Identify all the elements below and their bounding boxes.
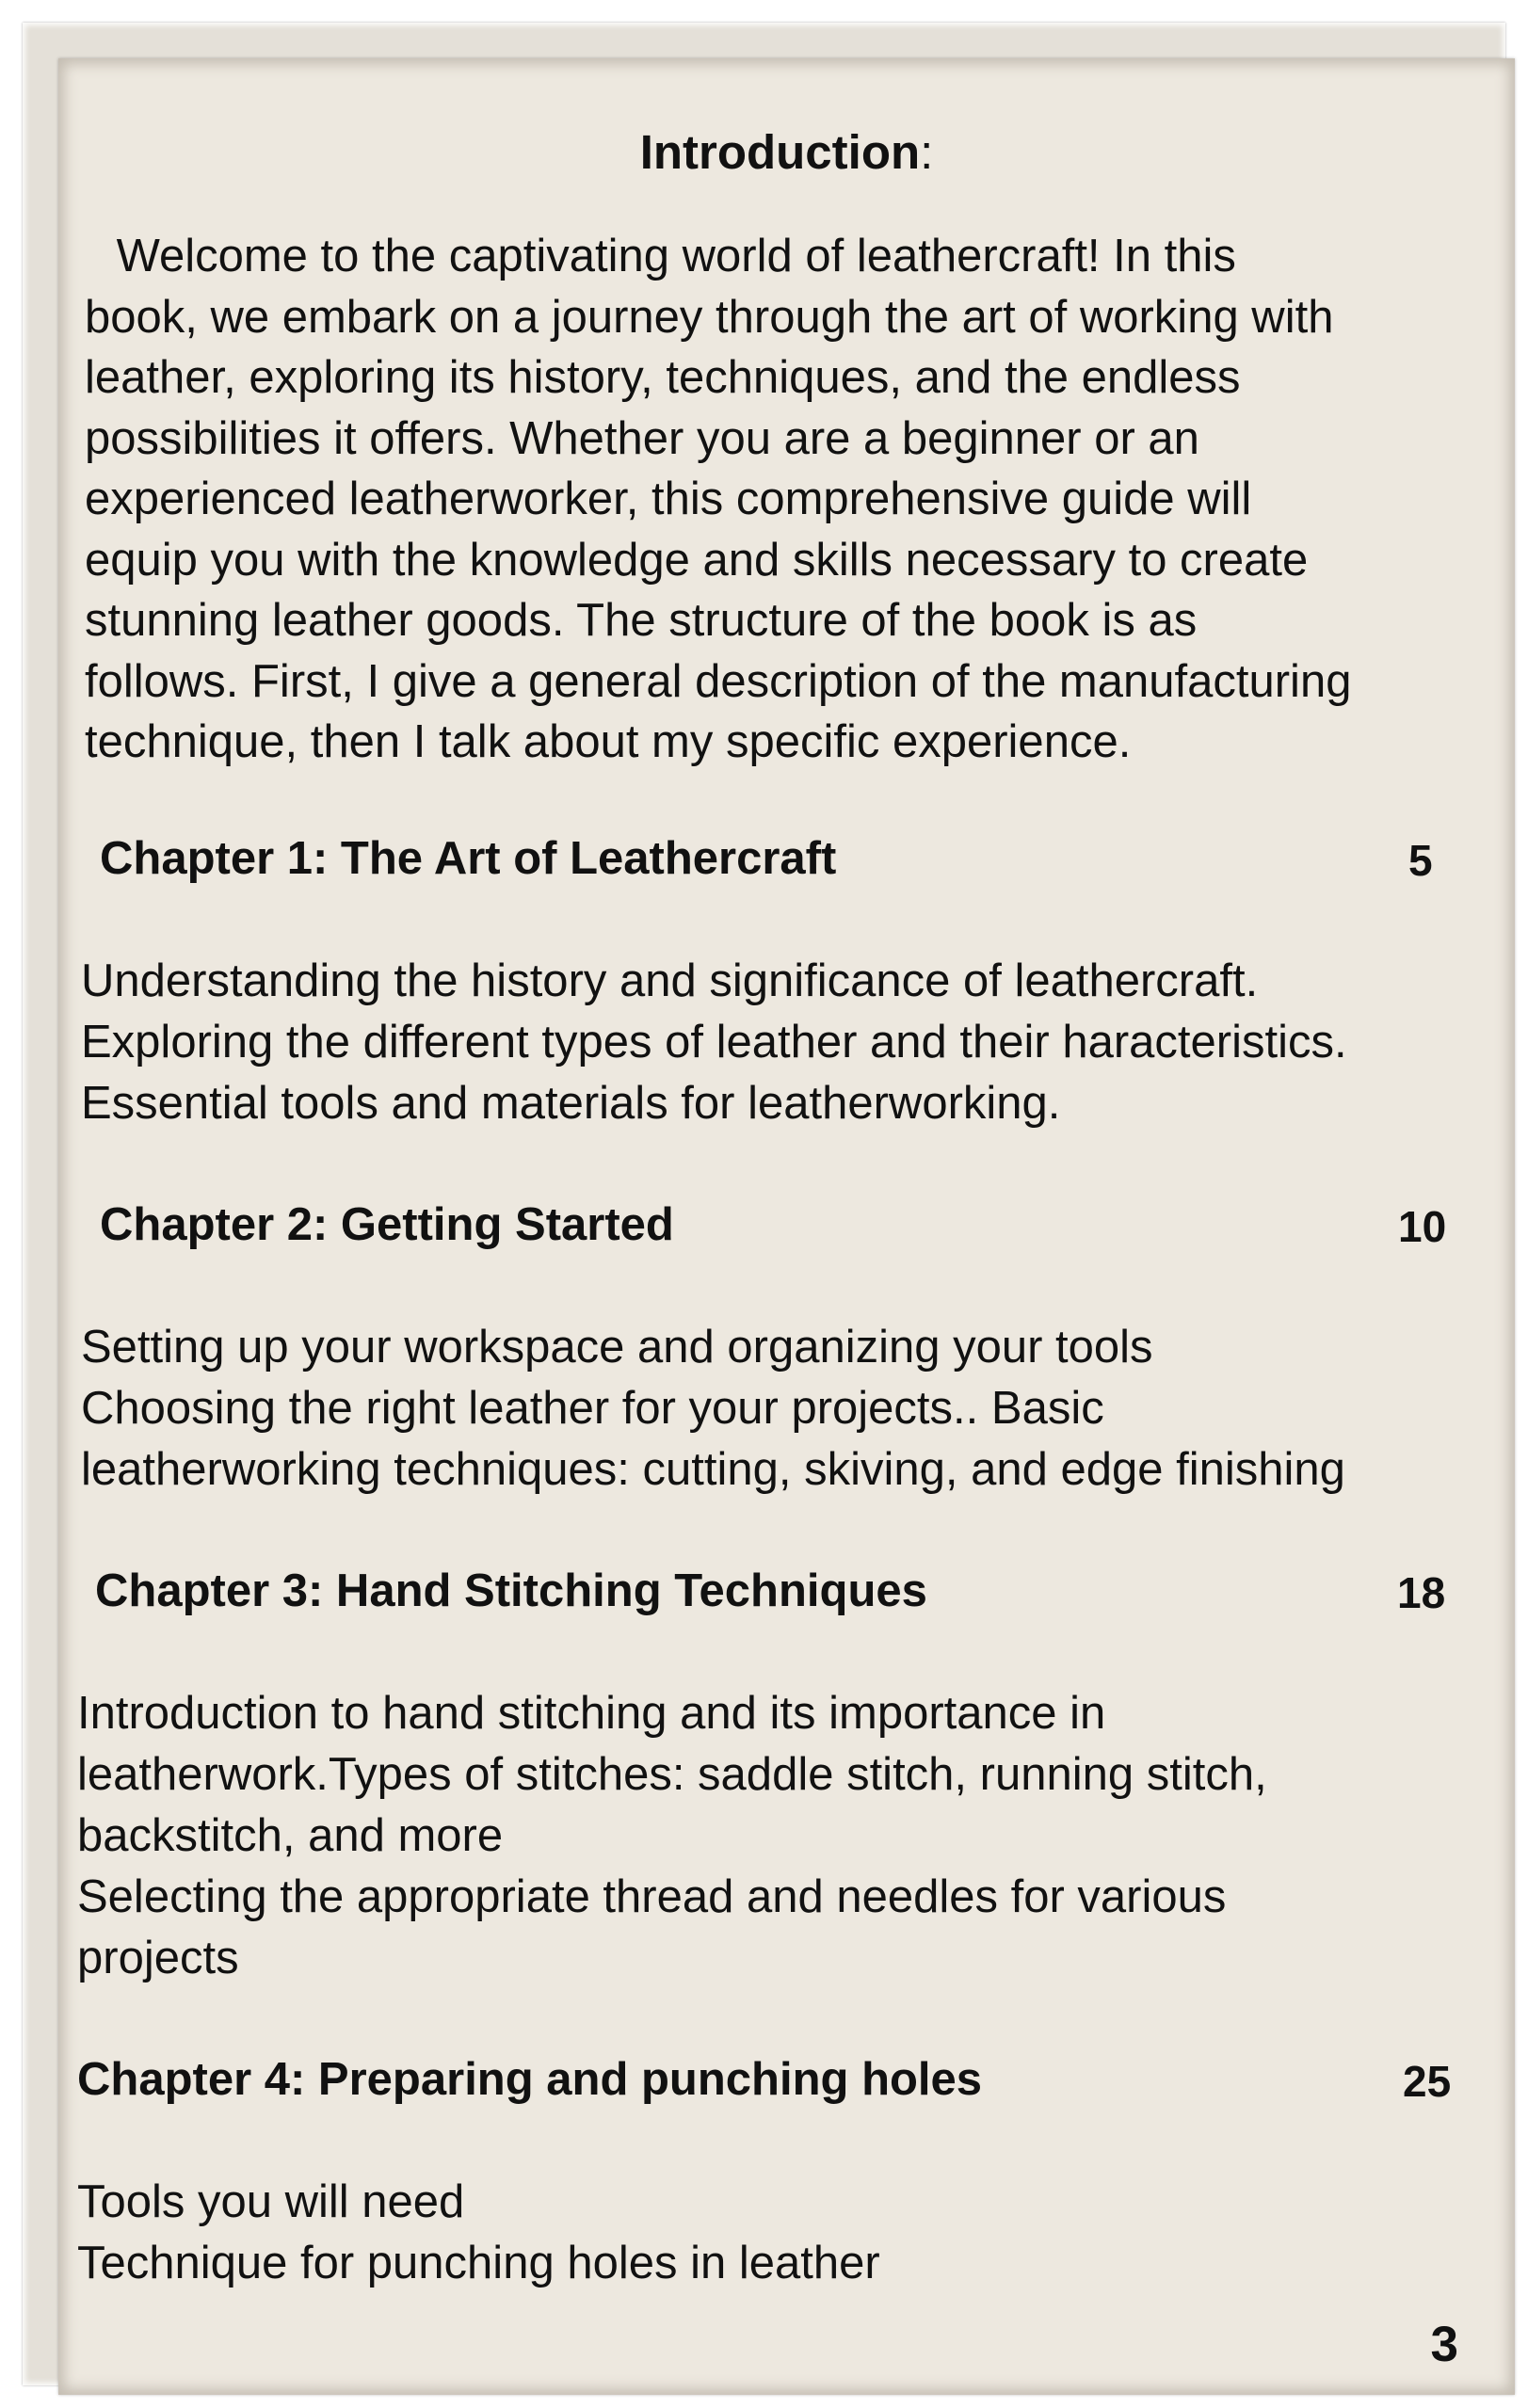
chapter-2-line: Setting up your workspace and organizing your tools (81, 1322, 1153, 1373)
chapter-4-line: Tools you will need (77, 2176, 465, 2227)
chapter-4-description (77, 2172, 880, 2294)
page-content (58, 58, 1515, 2395)
introduction-line: equip you with the knowledge and skills necessary to create (85, 534, 1309, 586)
chapter-3-page-number[interactable]: 18 (1397, 1568, 1446, 1617)
chapter-2-page-number[interactable]: 10 (1398, 1202, 1447, 1251)
introduction-line: follows. First, I give a general description of the manufacturing (85, 655, 1352, 707)
chapter-3-title[interactable]: Chapter 3: Hand Stitching Techniques (95, 1565, 927, 1616)
introduction-line: technique, then I talk about my specific experience. (85, 716, 1132, 767)
introduction-line: Welcome to the captivating world of leathercraft! In this (104, 231, 1236, 281)
chapter-3-line: Selecting the appropriate thread and needles for various (77, 1871, 1227, 1922)
chapter-3-line: leatherwork.Types of stitches: saddle stitch, running stitch, (77, 1749, 1267, 1800)
chapter-4-page-number[interactable]: 25 (1403, 2057, 1452, 2106)
introduction-line: stunning leather goods. The structure of the book is as (85, 595, 1198, 646)
introduction-line: experienced leatherworker, this comprehensive guide will (85, 474, 1252, 524)
chapter-3-line: Introduction to hand stitching and its importance in (77, 1688, 1106, 1739)
introduction-paragraph (85, 226, 1351, 773)
document-page (58, 58, 1515, 2395)
chapter-2-description (81, 1317, 1345, 1501)
chapter-1-page-number[interactable]: 5 (1408, 836, 1433, 885)
chapter-3-line: projects (77, 1933, 239, 1983)
introduction-line: leather, exploring its history, techniques, and the endless (85, 352, 1241, 403)
page-frame (23, 23, 1505, 2385)
page-number-folio: 3 (1430, 2317, 1458, 2372)
introduction-line: book, we embark on a journey through the art of working with (85, 291, 1334, 343)
chapter-2-line: leatherworking techniques: cutting, skiving, and edge finishing (81, 1444, 1345, 1495)
chapter-1-line: Essential tools and materials for leatherworking. (81, 1078, 1061, 1129)
introduction-heading-text: Introduction (639, 125, 921, 179)
chapter-3-description (77, 1683, 1267, 1989)
chapter-4-line: Technique for punching holes in leather (77, 2238, 880, 2288)
chapter-2-line: Choosing the right leather for your projects.. Basic (81, 1383, 1104, 1434)
chapter-4-title[interactable]: Chapter 4: Preparing and punching holes (77, 2054, 983, 2105)
chapter-1-line: Understanding the history and significance of leathercraft. (81, 955, 1259, 1006)
introduction-line: possibilities it offers. Whether you are a beginner or an (85, 412, 1199, 464)
introduction-heading-colon: : (920, 125, 934, 179)
chapter-2-title[interactable]: Chapter 2: Getting Started (100, 1199, 674, 1250)
introduction-heading (58, 124, 1515, 180)
chapter-3-line: backstitch, and more (77, 1810, 504, 1861)
chapter-1-description (81, 951, 1347, 1134)
chapter-1-title[interactable]: Chapter 1: The Art of Leathercraft (100, 833, 837, 884)
chapter-1-line: Exploring the different types of leather and their haracteristics. (81, 1017, 1347, 1068)
